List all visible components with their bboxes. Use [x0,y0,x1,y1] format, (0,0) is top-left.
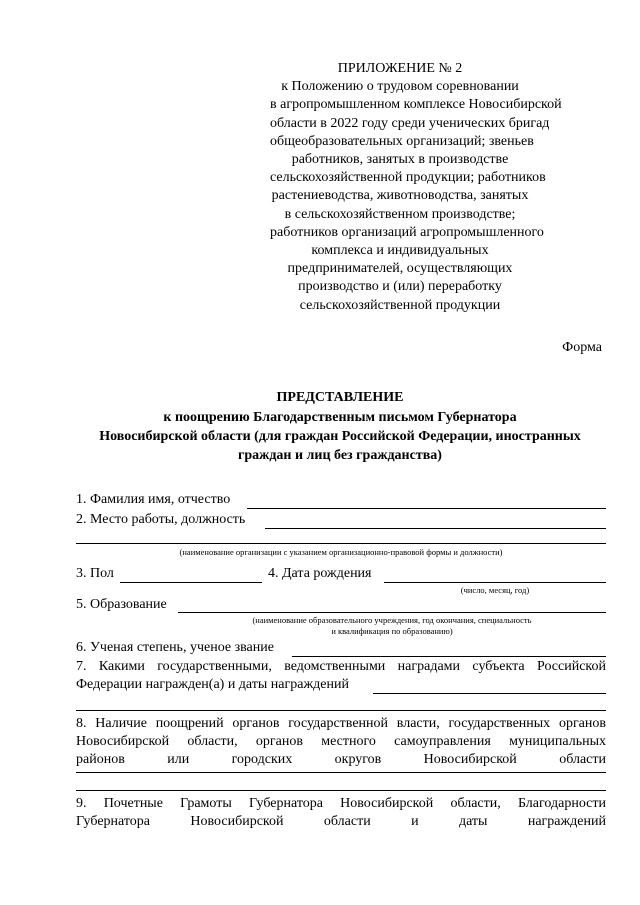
field-education-label: 5. Образование [76,597,167,612]
field-workplace-label: 2. Место работы, должность [76,512,246,527]
appendix-title: ПРИЛОЖЕНИЕ № 2 [337,61,463,76]
field-full-name-label: 1. Фамилия имя, отчество [76,492,231,507]
appendix-line: комплекса и индивидуальных [311,243,489,259]
field-workplace-input-line-2[interactable] [76,543,606,544]
field-governor-awards-label: 9. Почетные Грамоты Губернатора Новосибирской области, Благодарности [76,796,606,811]
field-birth-date-label: 4. Дата рождения [268,566,372,581]
form-label: Форма [562,340,602,355]
field-incentives-label-3: районов или городских округов Новосибирской области [76,752,606,767]
appendix-line: в сельскохозяйственном производстве; [284,206,516,222]
appendix-line: к Положению о трудовом соревновании [281,79,519,95]
appendix-line: работников организаций агропромышленного [270,224,544,240]
field-sex-label: 3. Пол [76,566,114,581]
field-birth-date-caption: (число, месяц, год) [460,585,530,595]
field-degree-input-line[interactable] [292,656,606,657]
document-subtitle-line: к поощрению Благодарственным письмом Губернатора [163,410,517,425]
field-workplace-input-line[interactable] [265,528,606,529]
document-subtitle-line: Новосибирской области (для граждан Российской Федерации, иностранных [99,429,581,444]
field-awards-label-2: Федерации награжден(а) и даты награждений [76,677,349,692]
field-workplace-caption: (наименование организации с указанием организационно-правовой формы и должности) [179,547,503,557]
field-incentives-input-line-2[interactable] [76,790,606,791]
field-awards-input-line-2[interactable] [76,710,606,711]
field-governor-awards-label-2: Губернатора Новосибирской области и даты награждений [76,814,606,829]
field-awards-label: 7. Какими государственными, ведомственными наградами субъекта Российской [76,659,606,674]
field-birth-date-input-line[interactable] [384,582,606,583]
appendix-line: области в 2022 году среди ученических бригад [270,115,550,131]
document-subtitle-line: граждан и лиц без гражданства) [238,448,442,463]
appendix-line: общеобразовательных организаций; звеньев [270,133,534,149]
appendix-line: сельскохозяйственной продукции; работников [270,170,546,186]
appendix-line: производство и (или) переработку [298,279,502,295]
field-incentives-label-2: Новосибирской области, органов местного самоуправления муниципальных [76,734,606,749]
field-education-caption: и квалификация по образованию) [331,626,453,636]
document-title: ПРЕДСТАВЛЕНИЕ [276,390,404,405]
field-awards-input-line[interactable] [373,693,606,694]
appendix-block [270,60,562,315]
field-education-caption: (наименование образовательного учреждения, год окончания, специальность [252,615,532,625]
appendix-line: сельскохозяйственной продукции [299,297,501,313]
field-sex-input-line[interactable] [120,582,262,583]
appendix-line: предпринимателей, осуществляющих [287,261,513,277]
field-incentives-input-line[interactable] [76,772,606,773]
field-incentives-label: 8. Наличие поощрений органов государственной власти, государственных органов [76,716,606,731]
appendix-line: работников, занятых в производстве [291,152,509,168]
field-full-name-input-line[interactable] [247,508,606,509]
appendix-line: растениеводства, животноводства, занятых [271,188,529,204]
appendix-line: в агропромышленном комплексе Новосибирской [270,97,562,113]
field-education-input-line[interactable] [178,612,606,613]
field-degree-label: 6. Ученая степень, ученое звание [76,640,274,655]
